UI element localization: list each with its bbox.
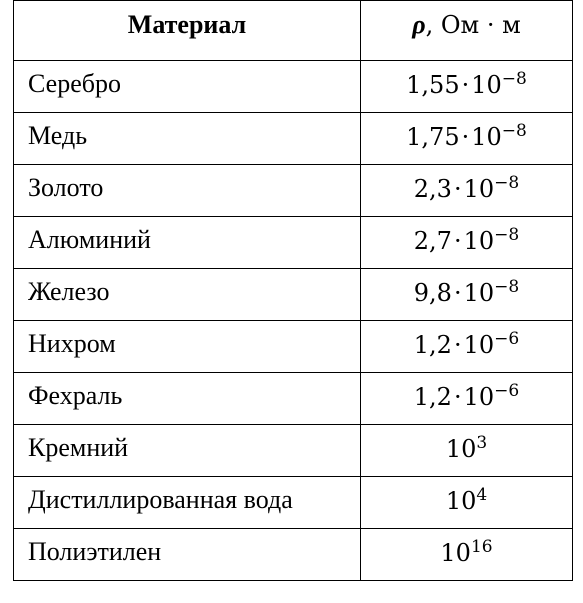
resistivity-value [361, 113, 573, 165]
table-header-row [14, 1, 573, 61]
value-exponent: −6 [494, 329, 520, 349]
multiply-dot: · [453, 331, 462, 359]
material-name: Фехраль [14, 373, 361, 425]
value-exponent: −8 [494, 173, 520, 193]
resistivity-value [361, 425, 573, 477]
material-name: Серебро [14, 61, 361, 113]
value-exponent: −8 [501, 121, 527, 141]
resistivity-value [361, 529, 573, 581]
table-row [14, 529, 573, 581]
resistivity-value [361, 165, 573, 217]
value-base: 10 [445, 435, 477, 463]
multiply-dot: · [453, 227, 462, 255]
value-exponent: 4 [476, 485, 488, 505]
value-exponent: −8 [494, 225, 520, 245]
header-resistivity [361, 1, 573, 61]
material-name: Золото [14, 165, 361, 217]
resistivity-value [361, 217, 573, 269]
rho-symbol: ρ [412, 10, 426, 39]
value-exponent: 16 [470, 537, 493, 557]
value-mantissa: 2,3 [413, 175, 452, 203]
value-mantissa: 2,7 [413, 227, 452, 255]
table-row [14, 425, 573, 477]
resistivity-value [361, 321, 573, 373]
value-base: 10 [445, 487, 477, 515]
material-name: Медь [14, 113, 361, 165]
multiply-dot: · [453, 175, 462, 203]
value-base: 10 [440, 539, 471, 567]
table-row [14, 165, 573, 217]
rho-unit: , Ом · м [425, 11, 521, 39]
table-row [14, 477, 573, 529]
table-row [14, 373, 573, 425]
resistivity-value [361, 269, 573, 321]
table-row [14, 321, 573, 373]
table-body [14, 61, 573, 581]
material-name: Нихром [14, 321, 361, 373]
table-row [14, 217, 573, 269]
resistivity-value [361, 477, 573, 529]
resistivity-table [13, 0, 573, 581]
value-base: 10 [463, 227, 495, 255]
value-exponent: −6 [494, 381, 520, 401]
material-name: Алюминий [14, 217, 361, 269]
value-base: 10 [471, 71, 502, 99]
value-base: 10 [463, 279, 495, 307]
value-base: 10 [463, 175, 495, 203]
value-base: 10 [471, 123, 502, 151]
header-material: Материал [14, 1, 361, 61]
value-mantissa: 1,75 [406, 123, 460, 151]
value-mantissa: 1,2 [413, 383, 452, 411]
material-name: Кремний [14, 425, 361, 477]
value-base: 10 [463, 383, 495, 411]
resistivity-value [361, 373, 573, 425]
value-mantissa: 9,8 [413, 279, 452, 307]
value-exponent: −8 [501, 69, 527, 89]
value-base: 10 [463, 331, 495, 359]
resistivity-value [361, 61, 573, 113]
table-row [14, 113, 573, 165]
material-name: Железо [14, 269, 361, 321]
multiply-dot: · [461, 71, 470, 99]
multiply-dot: · [461, 123, 470, 151]
value-mantissa: 1,55 [406, 71, 460, 99]
multiply-dot: · [453, 279, 462, 307]
material-name: Полиэтилен [14, 529, 361, 581]
material-name: Дистиллированная вода [14, 477, 361, 529]
multiply-dot: · [453, 383, 462, 411]
table-row [14, 61, 573, 113]
table-row [14, 269, 573, 321]
value-exponent: −8 [494, 277, 520, 297]
value-mantissa: 1,2 [413, 331, 452, 359]
value-exponent: 3 [476, 433, 488, 453]
